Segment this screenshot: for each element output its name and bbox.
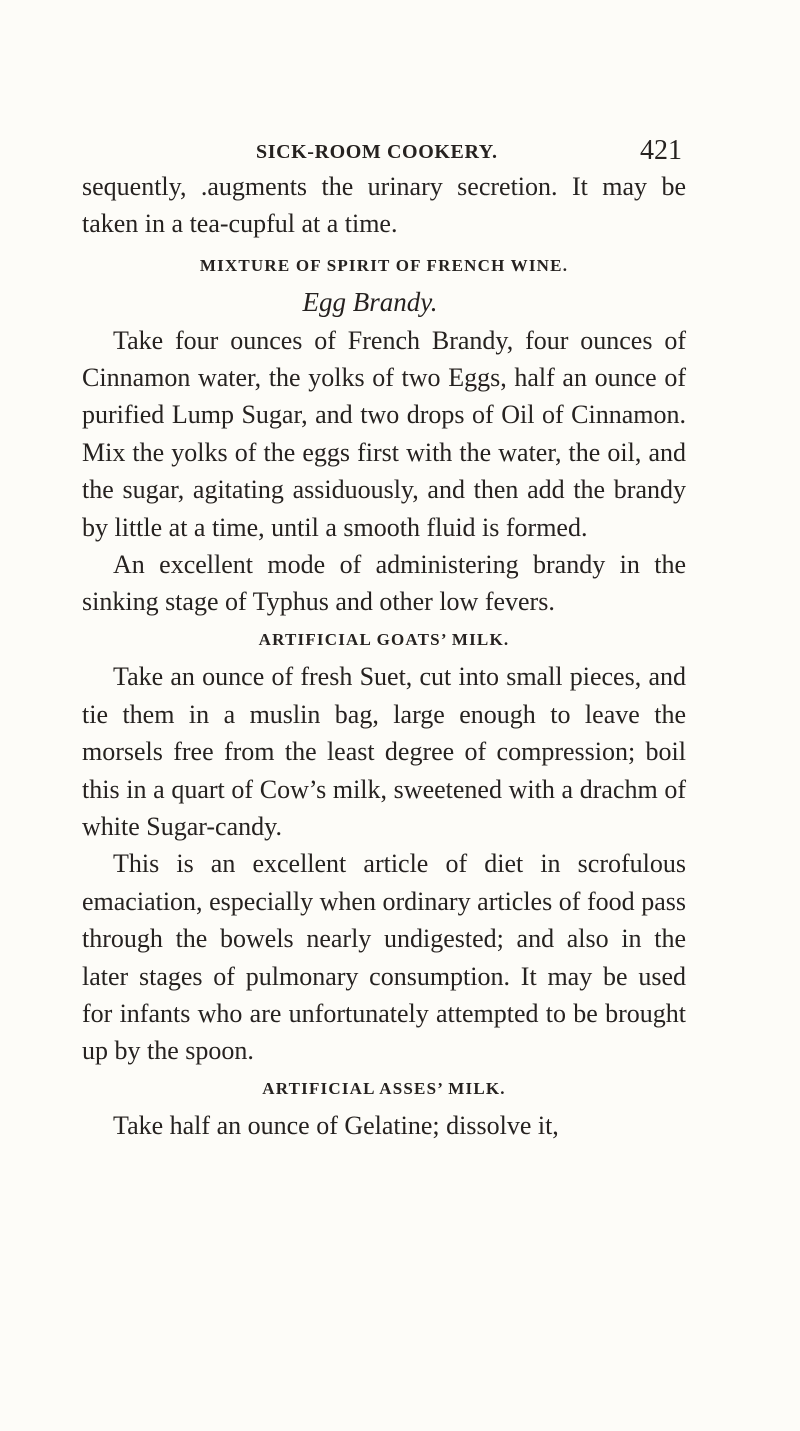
egg-brandy-note-paragraph: An excellent mode of administering brandy in the sinking stage of Typhus and other low fevers. bbox=[82, 550, 686, 617]
section-heading-asses-milk: ARTIFICIAL ASSES’ MILK. bbox=[262, 1078, 506, 1098]
running-title: SICK-ROOM COOKERY. bbox=[256, 141, 498, 163]
section-heading-spirit-of-wine: MIXTURE OF SPIRIT OF FRENCH WINE. bbox=[199, 255, 569, 275]
continuation-paragraph: sequently, .augments the urinary secretion. It may be taken in a tea-cupful at a time. bbox=[82, 172, 686, 239]
page-number: 421 bbox=[640, 135, 682, 166]
goats-milk-recipe-paragraph: Take an ounce of fresh Suet, cut into small pieces, and tie them in a muslin bag, large enough to leave the morsels free from the least degree of compression; boil this in a quart of Cow’s milk, sweetened with a drachm of white Sugar-candy. bbox=[82, 662, 686, 841]
egg-brandy-recipe-paragraph: Take four ounces of French Brandy, four ounces of Cinnamon water, the yolks of two Eggs, half an ounce of purified Lump Sugar, and two drops of Oil of Cinnamon. Mix the yolks of the eggs first with the water, the oil, and the sugar, agitating assiduously, and then add the brandy by little at a time, until a smooth fluid is formed. bbox=[82, 325, 686, 542]
asses-milk-recipe-paragraph: Take half an ounce of Gelatine; dissolve it, bbox=[113, 1111, 559, 1141]
running-head bbox=[256, 137, 686, 171]
recipe-title-egg-brandy: Egg Brandy. bbox=[302, 287, 438, 318]
body-text bbox=[82, 168, 686, 1145]
section-heading-goats-milk: ARTIFICIAL GOATS’ MILK. bbox=[258, 629, 510, 649]
goats-milk-note-paragraph: This is an excellent article of diet in scrofulous emaciation, especially when ordinary articles of food pass through the bowels nearly undigested; and also in the later stages of pulmonary consumption. It may be used for infants who are unfortunately attempted to be brought up by the spoon. bbox=[82, 849, 686, 1066]
